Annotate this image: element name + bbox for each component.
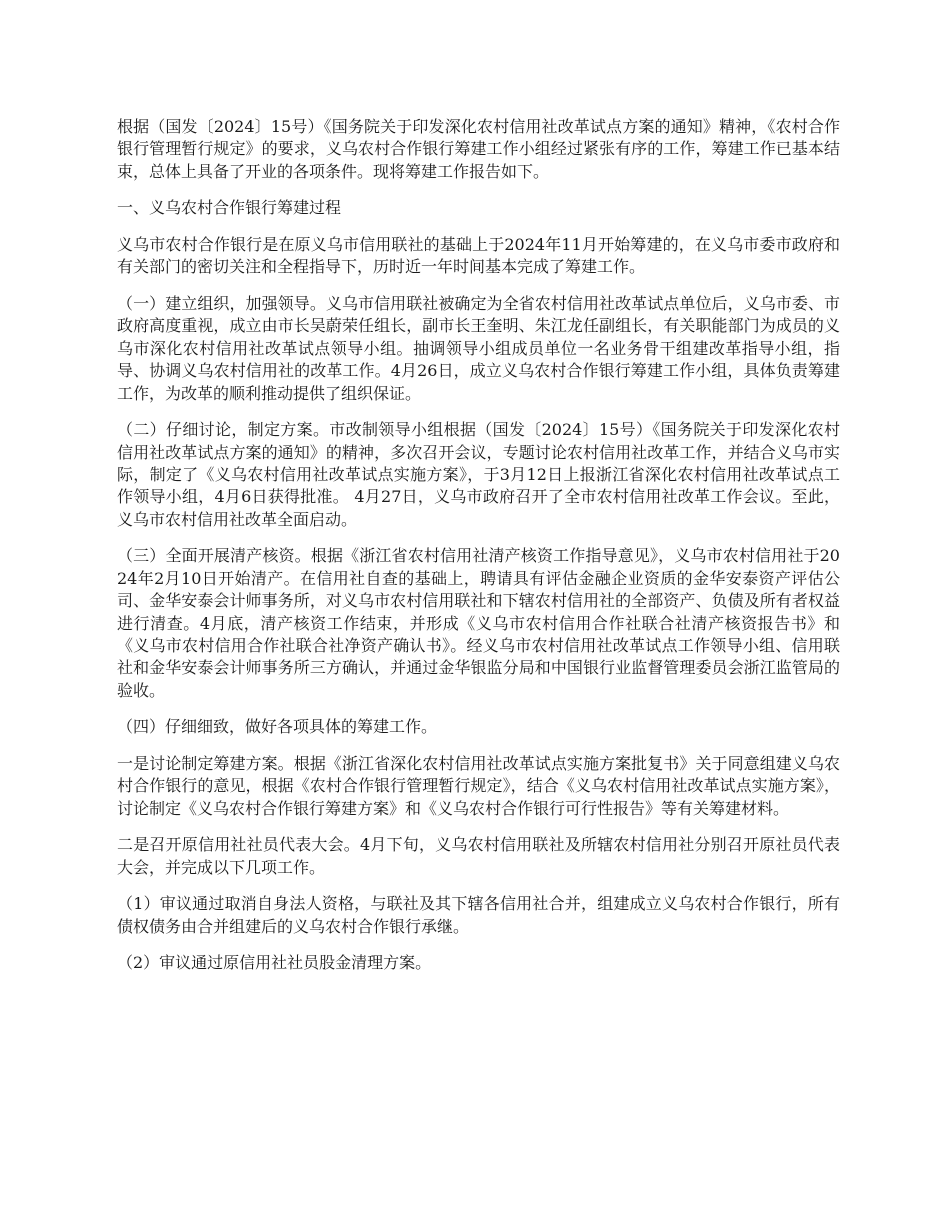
list-item: （2）审议通过原信用社社员股金清理方案。 xyxy=(117,953,432,973)
body-paragraph: （三）全面开展清产核资。根据《浙江省农村信用社清产核资工作指导意见》，义乌市农村信用社于2024年2月10日开始清产。在信用社自查的基础上，聘请具有评估金融企业资质的金华安泰资产评估公司、金华安泰会计师事务所，对义乌市农村信用联社和下辖农村信用社的全部资产、负债及所有者权益进行清查。4月底，清产核资工作结束，并形成《义乌市农村信用合作社联合社清产核资报告书》和《义乌市农村信用合作社联合社净资产确认书》。经义乌市农村信用社改革试点工作领导小组、信用联社和金华安泰会计师事务所三方确认，并通过金华银监分局和中国银行业监督管理委员会浙江监管局的验收。 xyxy=(117,546,840,700)
body-paragraph: 义乌市农村合作银行是在原义乌市信用联社的基础上于2024年11月开始筹建的，在义乌市委市政府和有关部门的密切关注和全程指导下，历时近一年时间基本完成了筹建工作。 xyxy=(117,235,840,277)
document-body xyxy=(117,116,840,989)
body-paragraph: （二）仔细讨论，制定方案。市改制领导小组根据（国发〔2024〕15号）《国务院关于印发深化农村信用社改革试点方案的通知》的精神，多次召开会议，专题讨论农村信用社改革工作，并结合义乌市实际，制定了《义乌农村信用社改革试点实施方案》，于3月12日上报浙江省深化农村信用社改革试点工作领导小组，4月6日获得批准。 4月27日，义乌市政府召开了全市农村信用社改革工作会议。至此，义乌市农村信用社改革全面启动。 xyxy=(117,420,840,529)
body-paragraph: （一）建立组织，加强领导。义乌市信用联社被确定为全省农村信用社改革试点单位后，义乌市委、市政府高度重视，成立由市长吴蔚荣任组长，副市长王奎明、朱江龙任副组长，有关职能部门为成员的义乌市深化农村信用社改革试点领导小组。抽调领导小组成员单位一名业务骨干组建改革指导小组，指导、协调义乌农村信用社的改革工作。4月26日，成立义乌农村合作银行筹建工作小组，具体负责筹建工作，为改革的顺利推动提供了组织保证。 xyxy=(117,294,840,403)
list-item: （1）审议通过取消自身法人资格，与联社及其下辖各信用社合并，组建成立义乌农村合作银行，所有债权债务由合并组建后的义乌农村合作银行承继。 xyxy=(117,894,840,936)
section-heading: 一、义乌农村合作银行筹建过程 xyxy=(117,198,342,218)
intro-paragraph: 根据（国发〔2024〕15号）《国务院关于印发深化农村信用社改革试点方案的通知》精神，《农村合作银行管理暂行规定》的要求，义乌农村合作银行筹建工作小组经过紧张有序的工作，筹建工作已基本结束，总体上具备了开业的各项条件。现将筹建工作报告如下。 xyxy=(117,117,840,181)
subsection-heading: （四）仔细细致，做好各项具体的筹建工作。 xyxy=(117,717,438,737)
body-paragraph: 一是讨论制定筹建方案。根据《浙江省深化农村信用社改革试点实施方案批复书》关于同意组建义乌农村合作银行的意见，根据《农村合作银行管理暂行规定》，结合《义乌农村信用社改革试点实施方案》，讨论制定《义乌农村合作银行筹建方案》和《义乌农村合作银行可行性报告》等有关筹建材料。 xyxy=(117,754,840,818)
body-paragraph: 二是召开原信用社社员代表大会。4月下旬，义乌农村信用联社及所辖农村信用社分别召开原社员代表大会，并完成以下几项工作。 xyxy=(117,835,840,877)
